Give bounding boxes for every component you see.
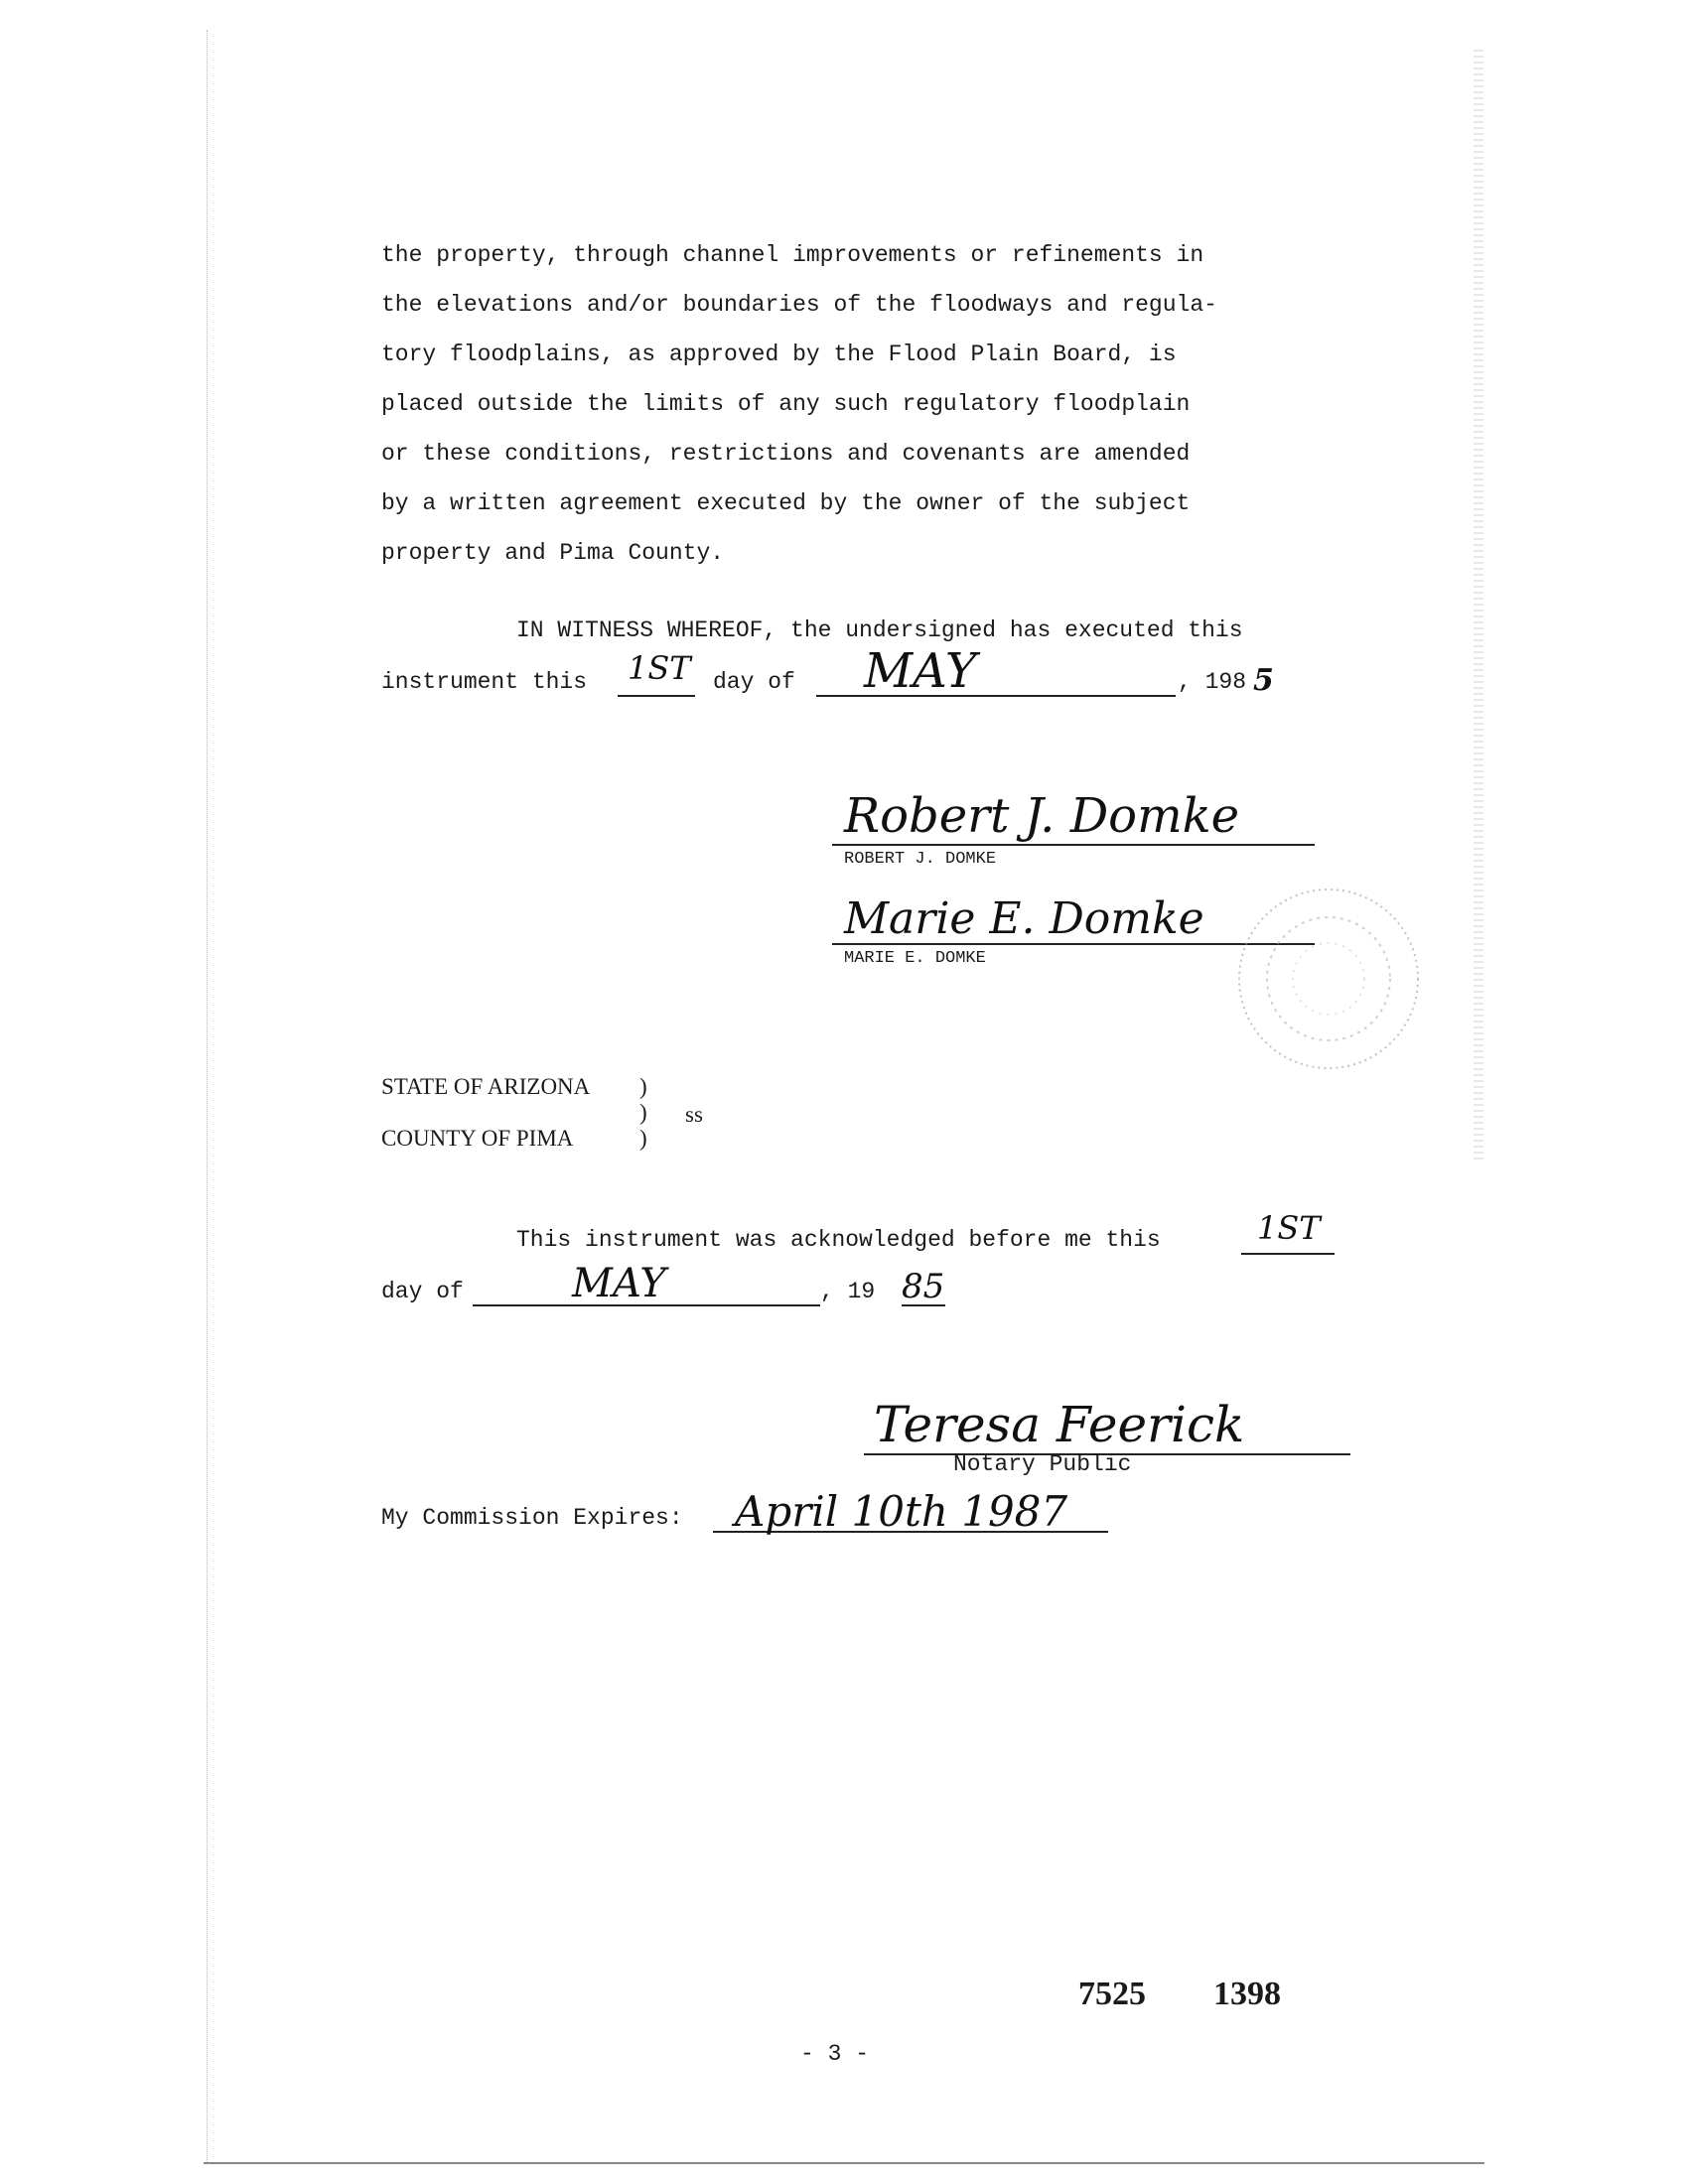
scan-edge-bottom <box>204 2162 1484 2164</box>
notary-seal-emboss <box>1209 880 1438 1078</box>
paragraph-line: by a written agreement executed by the owner of the subject <box>381 490 1191 516</box>
page-number: - 3 - <box>800 2041 870 2067</box>
doc-number-right: 1398 <box>1213 1976 1281 2012</box>
venue-paren: ) <box>639 1100 647 1125</box>
ack-day-handwritten: 1ST <box>1257 1209 1321 1247</box>
venue-paren: ) <box>639 1074 647 1099</box>
commission-label: My Commission Expires: <box>381 1505 683 1531</box>
paragraph-line: the property, through channel improvements or refinements in <box>381 242 1204 268</box>
ack-day-blank <box>1241 1253 1335 1255</box>
venue-paren: ) <box>639 1126 647 1151</box>
paragraph-line: or these conditions, restrictions and covenants are amended <box>381 441 1191 467</box>
scan-edge-left <box>207 30 208 2164</box>
venue-state: STATE OF ARIZONA <box>381 1074 591 1099</box>
witness-month-handwritten: MAY <box>864 643 977 699</box>
witness-prefix: instrument this <box>381 669 588 695</box>
signature-robert-domke: Robert J. Domke <box>844 788 1240 844</box>
paragraph-line: placed outside the limits of any such regulatory floodplain <box>381 391 1191 417</box>
signer-name: ROBERT J. DOMKE <box>844 850 997 869</box>
witness-mid: day of <box>713 669 795 695</box>
ack-day-of: day of <box>381 1279 464 1304</box>
doc-number-left: 7525 <box>1078 1976 1146 2012</box>
paragraph-line: property and Pima County. <box>381 540 725 566</box>
witness-year-handwritten: 5 <box>1253 663 1274 698</box>
notary-signature: Teresa Feerick <box>874 1396 1245 1453</box>
witness-line: IN WITNESS WHEREOF, the undersigned has executed this <box>516 617 1243 643</box>
signature-line <box>832 844 1315 846</box>
witness-day-handwritten: 1ST <box>628 649 691 687</box>
scan-edge-right <box>1474 50 1483 1161</box>
paragraph-line: tory floodplains, as approved by the Flood Plain Board, is <box>381 341 1177 367</box>
venue-county: COUNTY OF PIMA <box>381 1126 574 1151</box>
ack-month-handwritten: MAY <box>572 1261 666 1306</box>
witness-day-blank <box>618 695 695 697</box>
venue-ss: ss <box>685 1102 703 1127</box>
notary-title: Notary Public <box>953 1451 1132 1477</box>
signer-name: MARIE E. DOMKE <box>844 949 986 968</box>
acknowledgment-line: This instrument was acknowledged before me this <box>516 1227 1161 1253</box>
ack-year-handwritten: 85 <box>902 1267 945 1306</box>
commission-expires-handwritten: April 10th 1987 <box>735 1487 1068 1536</box>
signature-marie-domke: Marie E. Domke <box>844 893 1204 944</box>
witness-year-prefix: , 198 <box>1178 669 1247 695</box>
ack-year-prefix: , 19 <box>820 1279 876 1304</box>
paragraph-line: the elevations and/or boundaries of the floodways and regula- <box>381 292 1217 318</box>
